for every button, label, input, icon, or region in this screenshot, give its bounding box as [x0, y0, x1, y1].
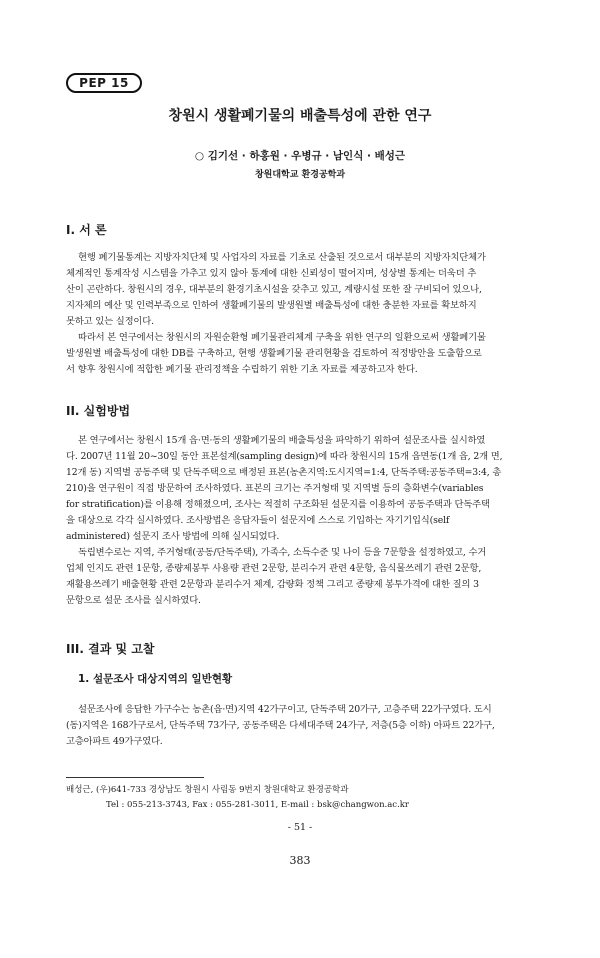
body-line: 고층아파트 49가구였다.: [66, 736, 163, 747]
presentation-code-badge: PEP 15: [66, 73, 142, 93]
footnote-divider: [66, 777, 204, 778]
section-heading-methods: II. 실험방법: [66, 404, 131, 418]
body-line: 업체 인지도 관련 1문항, 종량제봉투 사용량 관련 2문항, 분리수거 관련 4문항, 음식물쓰레기 관련 2문항,: [66, 563, 482, 574]
body-line: (동)지역은 168가구로서, 단독주택 73가구, 공동주택은 다세대주택 24가구, 저층(5층 이하) 아파트 22가구,: [66, 720, 495, 731]
body-line: 독립변수로는 지역, 주거형태(공동/단독주택), 가족수, 소득수준 및 나이 등을 7문항을 설정하였고, 수거: [78, 547, 487, 558]
footnote-contact: Tel : 055-213-3743, Fax : 055-281-3011, E-mail : bsk@changwon.ac.kr: [106, 800, 409, 810]
body-line: 산이 곤란하다. 창원시의 경우, 대부분의 환경기초시설을 갖추고 있고, 계량시설 또한 잘 구비되어 있으나,: [66, 284, 482, 295]
body-line: 체계적인 통계작성 시스템을 가추고 있지 않아 통계에 대한 신뢰성이 떨어지며, 성상별 통계는 더욱더 추: [66, 268, 477, 279]
body-line: 따라서 본 연구에서는 창원시의 자원순환형 폐기물관리체계 구축을 위한 연구의 일환으로써 생활폐기물: [78, 332, 486, 343]
footnote-address: 배성근, (우)641-733 경상남도 창원시 사림동 9번지 창원대학교 환경공학과: [66, 785, 349, 795]
body-line: 서 향후 창원시에 적합한 폐기물 관리정책을 수립하기 위한 기초 자료를 제공하고자 한다.: [66, 364, 418, 375]
body-line: 210)을 연구원이 직접 방문하여 조사하였다. 표본의 크기는 주거형태 및 지역별 등의 층화변수(variables: [66, 483, 484, 494]
body-line: 다. 2007년 11월 20~30일 동안 표본설계(sampling design)에 따라 창원시의 15개 읍면동(1개 읍, 2개 면,: [66, 451, 503, 462]
body-line: 12개 동) 지역별 공동주택 및 단독주택으로 배정된 표본(농촌지역:도시지역=1:4, 단독주택:공동주택=3:4, 총: [66, 467, 502, 478]
subsection-heading: 1. 설문조사 대상지역의 일반현황: [78, 673, 233, 685]
paper-title: 창원시 생활폐기물의 배출특성에 관한 연구: [168, 108, 432, 124]
body-line: 현행 폐기물통계는 지방자치단체 및 사업자의 자료를 기초로 산출된 것으로서 대부분의 지방자치단체가: [78, 252, 486, 263]
body-line: for stratification)를 이용해 정해졌으며, 조사는 적절히 구조화된 설문지를 이용하여 공동주택과 단독주택: [66, 499, 490, 510]
body-line: administered) 설문지 조사 방법에 의해 실시되었다.: [66, 531, 280, 542]
body-line: 못하고 있는 실정이다.: [66, 316, 154, 327]
body-line: 을 대상으로 각각 실시하였다. 조사방법은 응답자들이 설문지에 스스로 기입하는 자기기입식(self: [66, 515, 450, 526]
body-line: 설문조사에 응답한 가구수는 농촌(읍·면)지역 42가구이고, 단독주택 20가구, 고층주택 22가구였다. 도시: [78, 704, 492, 715]
body-line: 문항으로 설문 조사를 실시하였다.: [66, 595, 201, 606]
section-heading-results: III. 결과 및 고찰: [66, 642, 155, 656]
section-heading-introduction: I. 서 론: [66, 223, 107, 237]
author-list: ○ 김기선 · 하홍원 · 우병규 · 남인식 · 배성근: [194, 150, 406, 162]
body-line: 본 연구에서는 창원시 15개 읍·면·동의 생활폐기물의 배출특성을 파악하기 위하여 설문조사를 실시하였: [78, 435, 486, 446]
print-page-number: 383: [289, 854, 311, 867]
page-number: - 51 -: [287, 822, 313, 833]
body-line: 재활용쓰레기 배출현황 관련 2문항과 분리수거 체계, 감량화 정책 그리고 종량제 봉투가격에 대한 질의 3: [66, 579, 479, 590]
body-line: 발생원별 배출특성에 대한 DB를 구축하고, 현행 생활폐기물 관리현황을 검토하여 적정방안을 도출함으로: [66, 348, 482, 359]
body-line: 지자체의 예산 및 인력부족으로 인하여 생활폐기물의 발생원별 배출특성에 대한 충분한 자료를 확보하지: [66, 300, 477, 311]
affiliation: 창원대학교 환경공학과: [254, 170, 346, 180]
